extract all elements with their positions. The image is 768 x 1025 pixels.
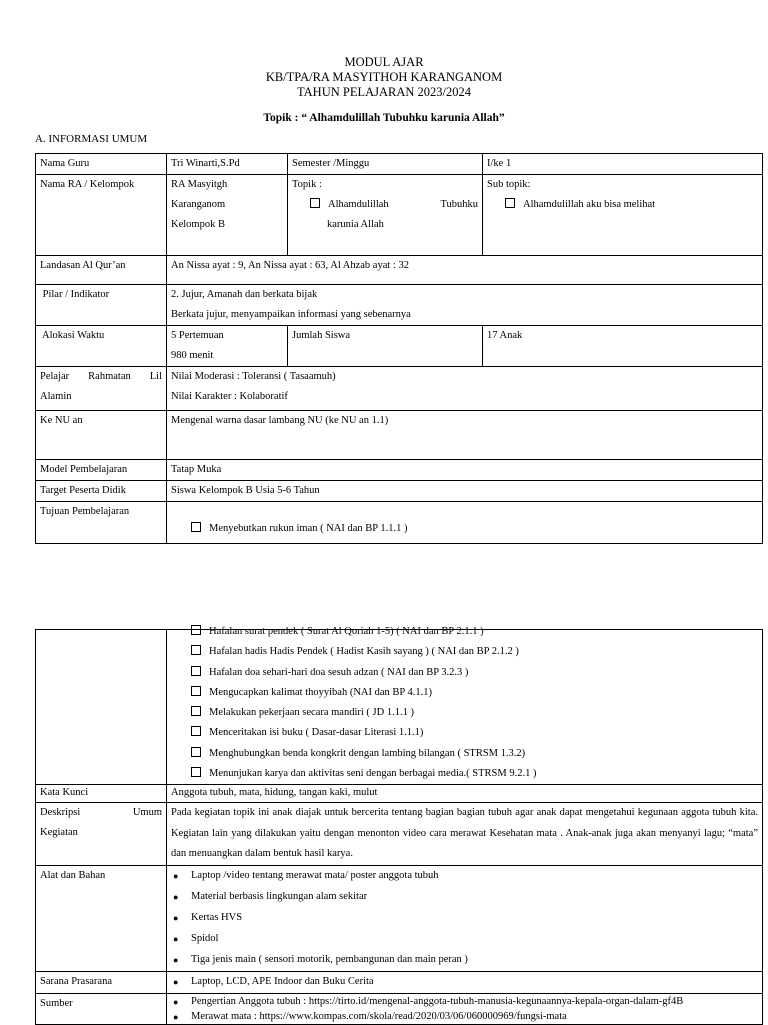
checkbox-icon: [191, 706, 201, 716]
tujuan-item-text: Hafalan hadis Hadis Pendek ( Hadist Kasih sayang ) ( NAI dan BP 2.1.2 ): [209, 646, 519, 658]
label-empty: [36, 630, 167, 785]
value-model: Tatap Muka: [167, 460, 763, 481]
deskripsi-label-line: [40, 803, 162, 823]
label-deskripsi: [36, 803, 167, 866]
academic-year: TAHUN PELAJARAN 2023/2024: [297, 85, 471, 99]
value-pelajar: [167, 367, 763, 411]
list-item: [171, 950, 758, 971]
checkbox-icon: [191, 747, 201, 757]
tujuan-item-text: Menunjukan karya dan aktivitas seni dengan berbagai media.( STRSM 9.2.1 ): [209, 768, 537, 780]
label-jumlah-siswa: Jumlah Siswa: [288, 326, 483, 367]
list-item-text: Material berbasis lingkungan alam sekitar: [191, 890, 368, 902]
checkbox-icon: [191, 666, 201, 676]
list-item: [171, 866, 758, 887]
value-semester: I/ke 1: [483, 154, 763, 175]
table-row: [36, 993, 763, 1024]
value-pilar: [167, 285, 763, 326]
checkbox-icon: [310, 198, 320, 208]
tujuan-item-text: Hafalan surat pendek ( Surat Al Qoriah 1-5) ( NAI dan BP 2.1.1 ): [209, 626, 484, 637]
list-item-text: Laptop, LCD, APE Indoor dan Buku Cerita: [191, 975, 374, 987]
tujuan-item: [171, 642, 758, 662]
tujuan-item-text: Menceritakan isi buku ( Dasar-dasar Literasi 1.1.1): [209, 727, 424, 739]
sarana-list: [167, 971, 763, 993]
list-item-text: Kertas HVS: [191, 911, 243, 923]
label-alat: Alat dan Bahan: [36, 865, 167, 971]
checkbox-icon: [191, 767, 201, 777]
pilar-line: Berkata jujur, menyampaikan informasi yang sebenarnya: [171, 309, 411, 320]
list-item-text: Spidol: [191, 932, 219, 944]
topik-item-text: Alhamdulillah: [328, 199, 389, 210]
tujuan-item: [171, 764, 758, 784]
list-item: [171, 994, 758, 1009]
tujuan-item: [171, 622, 758, 642]
table-row: [36, 481, 763, 502]
value-nama-ra: [167, 175, 288, 256]
label-alokasi: Alokasi Waktu: [36, 326, 167, 367]
nama-ra-line: Karanganom: [171, 199, 226, 210]
tujuan-item-text: Hafalan doa sehari-hari doa sesuh adzan ( NAI dan BP 3.2.3 ): [209, 666, 469, 678]
checkbox-icon: [191, 726, 201, 736]
section-title: A. INFORMASI UMUM: [35, 133, 148, 145]
tujuan-item-text: Menyebutkan rukun iman ( NAI dan BP 1.1.1 ): [209, 523, 408, 534]
pelajar-word: Lil: [149, 371, 162, 382]
alokasi-line: 980 menit: [171, 350, 214, 361]
checkbox-icon: [191, 522, 201, 532]
table-row: [36, 411, 763, 460]
list-item-text: Merawat mata : https://www.kompas.com/skola/read/2020/03/06/060000969/fungsi-mata: [191, 1010, 567, 1022]
tujuan-item: [171, 519, 758, 539]
list-item-text: Tiga jenis main ( sensori motorik, pembangunan dan main peran ): [191, 953, 468, 965]
tujuan-item: [171, 723, 758, 743]
list-item: [171, 929, 758, 950]
deskripsi-label-line: Kegiatan: [40, 827, 78, 839]
table-row: [36, 326, 763, 367]
label-landasan: Landasan Al Qur’an: [36, 256, 167, 285]
info-table-1: [35, 153, 763, 544]
sumber-list: [167, 993, 763, 1024]
table-row: [36, 256, 763, 285]
label-sumber: Sumber: [36, 993, 167, 1024]
deskripsi-word: Umum: [132, 807, 162, 819]
topik-item-text: Tubuhku: [440, 199, 478, 210]
label-sarana: Sarana Prasarana: [36, 971, 167, 993]
bullet-icon: [173, 950, 191, 971]
table-row: [36, 630, 763, 785]
label-kenu: Ke NU an: [36, 411, 167, 460]
value-kenu: Mengenal warna dasar lambang NU (ke NU an 1.1): [167, 411, 763, 460]
table-row: [36, 175, 763, 256]
subtopik-label: Sub topik:: [487, 179, 531, 190]
tujuan-item-text: Melakukan pekerjaan secara mandiri ( JD 1.1.1 ): [209, 707, 414, 719]
checkbox-icon: [191, 686, 201, 696]
pilar-line: 2. Jujur, Amanah dan berkata bijak: [171, 289, 318, 300]
bullet-icon: [173, 972, 191, 993]
value-nama-guru: Tri Winarti,S.Pd: [167, 154, 288, 175]
table-row: [36, 460, 763, 481]
school-name: KB/TPA/RA MASYITHOH KARANGANOM: [265, 70, 503, 84]
list-item-text: Laptop /video tentang merawat mata/ poster anggota tubuh: [191, 869, 439, 881]
label-kata-kunci: Kata Kunci: [36, 785, 167, 803]
checkbox-icon: [191, 625, 201, 635]
pelajar-word: Rahmatan: [88, 371, 131, 382]
table-row: [36, 154, 763, 175]
label-semester: Semester /Minggu: [288, 154, 483, 175]
value-subtopik: [483, 175, 763, 256]
bullet-icon: [173, 866, 191, 887]
deskripsi-word: Deskripsi: [40, 807, 81, 819]
tujuan-item: [171, 703, 758, 723]
subtopik-item: [487, 195, 758, 215]
bullet-icon: [173, 887, 191, 908]
topik-label: Topik :: [292, 179, 322, 190]
value-landasan: An Nissa ayat : 9, An Nissa ayat : 63, Al Ahzab ayat : 32: [167, 256, 763, 285]
list-item: [171, 887, 758, 908]
table-row: [36, 285, 763, 326]
label-nama-guru: Nama Guru: [36, 154, 167, 175]
tujuan-item-text: Mengucapkan kalimat thoyyibah (NAI dan BP 4.1.1): [209, 686, 432, 698]
value-tujuan: [167, 502, 763, 544]
table-row: [36, 865, 763, 971]
label-target: Target Peserta Didik: [36, 481, 167, 502]
value-kata-kunci: Anggota tubuh, mata, hidung, tangan kaki, mulut: [167, 785, 763, 803]
list-item-text: Pengertian Anggota tubuh : https://tirto.id/mengenal-anggota-tubuh-manusia-kegunaannya-kepala-organ-dalam-gf4B: [191, 995, 684, 1007]
pelajar-label-line: [40, 367, 162, 387]
value-jumlah-siswa: 17 Anak: [483, 326, 763, 367]
table-row: [36, 785, 763, 803]
table-row: [36, 367, 763, 411]
bullet-icon: [173, 929, 191, 950]
pelajar-word: Pelajar: [40, 371, 70, 382]
value-topik: [288, 175, 483, 256]
topik-item: [292, 195, 478, 215]
alokasi-line: 5 Pertemuan: [171, 330, 224, 341]
pelajar-label-line: Alamin: [40, 391, 72, 402]
tujuan-item: [171, 744, 758, 764]
bullet-icon: [173, 1011, 191, 1024]
tujuan-list: [167, 626, 763, 785]
label-tujuan: Tujuan Pembelajaran: [36, 502, 167, 544]
checkbox-icon: [191, 645, 201, 655]
table-row: [36, 971, 763, 993]
alat-list: [167, 865, 763, 971]
topik-item-cont: karunia Allah: [327, 219, 384, 230]
topic-heading: Topik : “ Alhamdulillah Tubuhku karunia Allah”: [263, 112, 505, 124]
value-deskripsi: Pada kegiatan topik ini anak diajak untuk bercerita tentang bagian bagian tubuh agar anak dapat mengetahui kegunaan aggota tubuh kita. Kegiatan lain yang dilakukan yaitu dengan menonton video cara merawat Kesehatan mata . Anak-anak juga akan menyanyi lagu; “mata” dan menuangkan dalam bentuk hasil karya.: [167, 803, 763, 866]
label-nama-ra: Nama RA / Kelompok: [36, 175, 167, 256]
nama-ra-line: RA Masyitgh: [171, 179, 228, 190]
list-item: [171, 1009, 758, 1024]
pelajar-line: Nilai Moderasi : Toleransi ( Tasaamuh): [171, 371, 336, 382]
info-table-2: [35, 626, 763, 1025]
table-row: [36, 803, 763, 866]
list-item: [171, 908, 758, 929]
value-alokasi: [167, 326, 288, 367]
subtopik-item-text: Alhamdulillah aku bisa melihat: [523, 199, 656, 210]
value-target: Siswa Kelompok B Usia 5-6 Tahun: [167, 481, 763, 502]
label-model: Model Pembelajaran: [36, 460, 167, 481]
list-item: [171, 972, 758, 993]
pelajar-line: Nilai Karakter : Kolaboratif: [171, 391, 288, 402]
label-pilar: Pilar / Indikator: [36, 285, 167, 326]
checkbox-icon: [505, 198, 515, 208]
tujuan-item: [171, 683, 758, 703]
tujuan-item-text: Menghubungkan benda kongkrit dengan lambing bilangan ( STRSM 1.3.2): [209, 747, 526, 759]
bullet-icon: [173, 996, 191, 1009]
nama-ra-line: Kelompok B: [171, 219, 225, 230]
doc-title: MODUL AJAR: [344, 55, 424, 69]
bullet-icon: [173, 908, 191, 929]
table-row: [36, 502, 763, 544]
label-pelajar: [36, 367, 167, 411]
tujuan-item: [171, 663, 758, 683]
